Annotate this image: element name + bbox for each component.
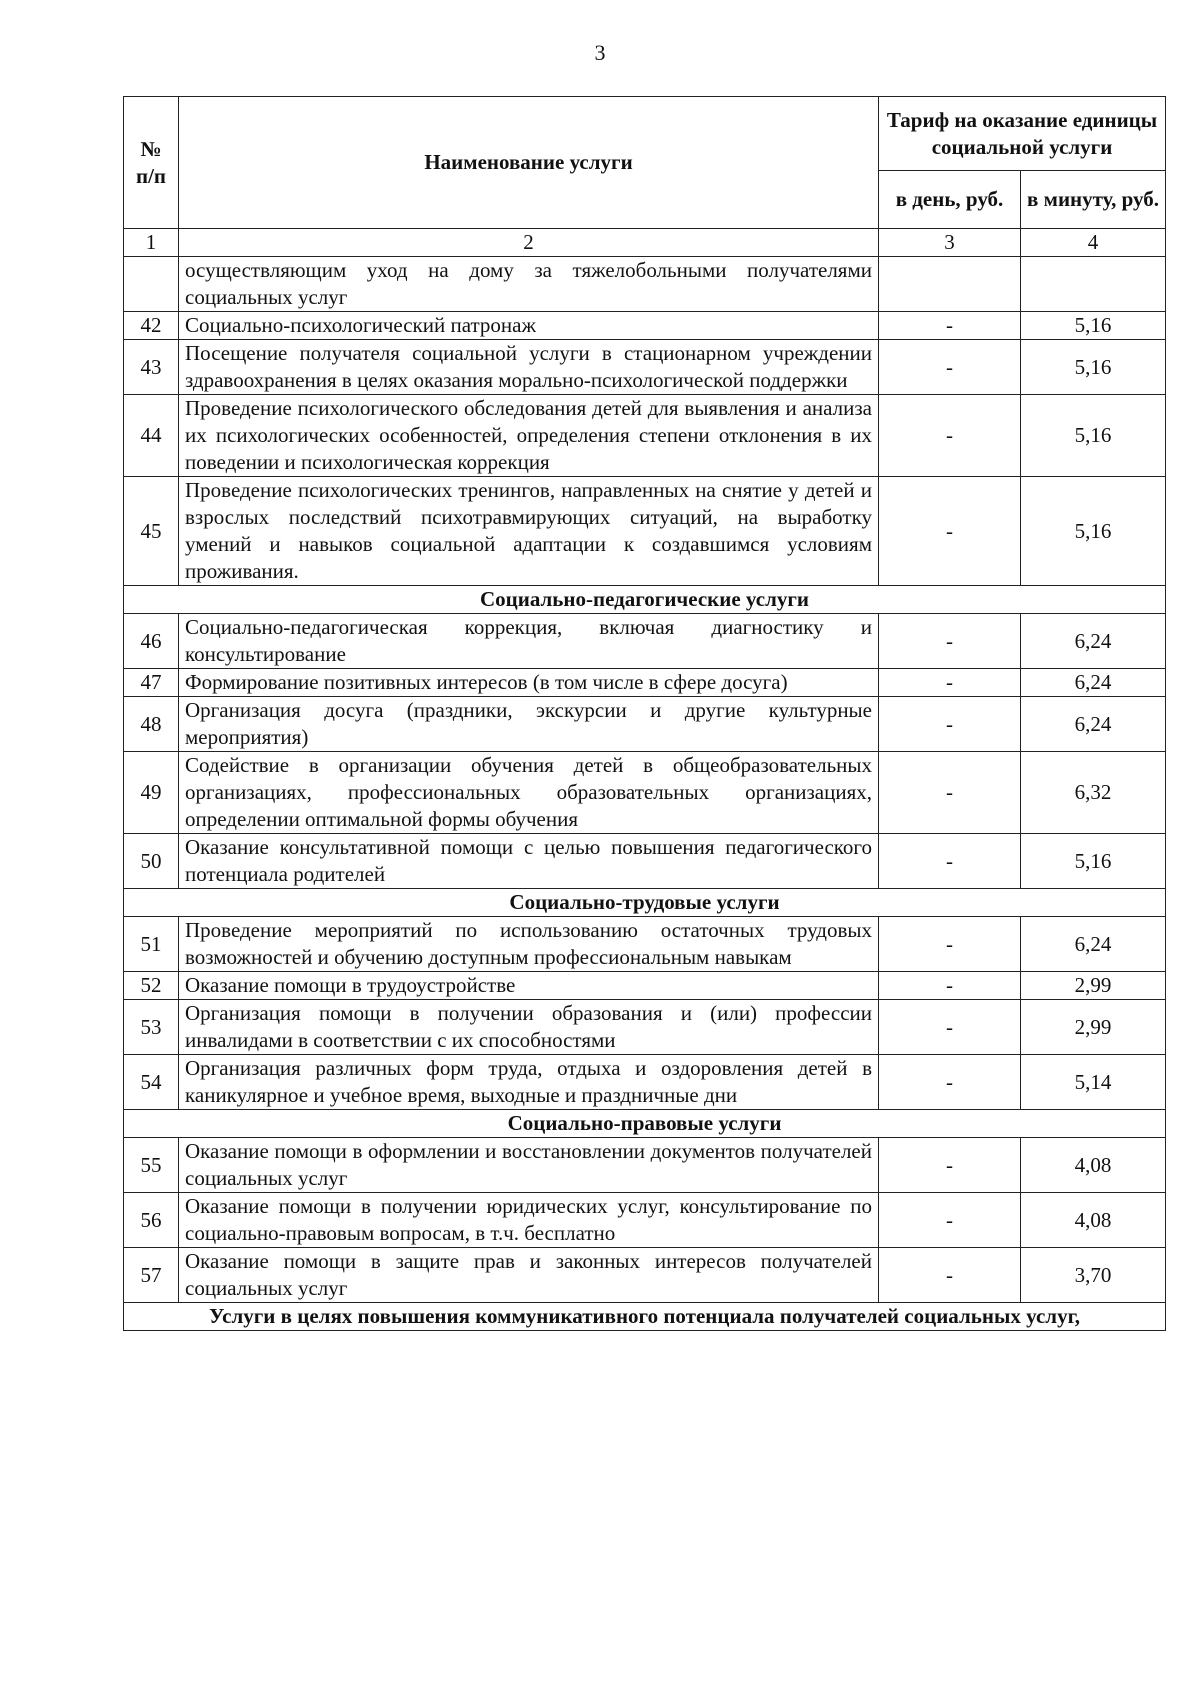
per-minute-value: 6,32 xyxy=(1021,752,1166,834)
per-minute-value: 5,16 xyxy=(1021,477,1166,586)
per-day-value: - xyxy=(879,1000,1021,1055)
table-row xyxy=(124,1000,1166,1055)
table-row xyxy=(124,1138,1166,1193)
service-name: Оказание помощи в оформлении и восстановлении документов получателей социальных услуг xyxy=(179,1138,879,1193)
per-minute-value: 6,24 xyxy=(1021,614,1166,669)
section-header-communicative xyxy=(124,1303,1166,1331)
per-minute-value: 5,16 xyxy=(1021,340,1166,395)
header-num: № п/п xyxy=(124,97,179,229)
per-day-value: - xyxy=(879,312,1021,340)
service-name: Оказание консультативной помощи с целью повышения педагогического потенциала родителей xyxy=(179,834,879,889)
row-number xyxy=(124,257,179,312)
service-name: Проведение психологического обследования детей для выявления и анализа их психологических особенностей, определения степени отклонения в их поведении и психологическая коррекция xyxy=(179,395,879,477)
row-number: 42 xyxy=(124,312,179,340)
row-number: 44 xyxy=(124,395,179,477)
row-number: 43 xyxy=(124,340,179,395)
row-number: 57 xyxy=(124,1248,179,1303)
per-minute-value: 5,14 xyxy=(1021,1055,1166,1110)
per-minute-value: 3,70 xyxy=(1021,1248,1166,1303)
service-name: Посещение получателя социальной услуги в стационарном учреждении здравоохранения в целях оказания морально-психологической поддержки xyxy=(179,340,879,395)
per-day-value: - xyxy=(879,917,1021,972)
row-number: 51 xyxy=(124,917,179,972)
per-minute-value: 2,99 xyxy=(1021,1000,1166,1055)
row-number: 54 xyxy=(124,1055,179,1110)
column-number: 4 xyxy=(1021,229,1166,257)
per-day-value: - xyxy=(879,834,1021,889)
rows-labor xyxy=(124,917,1166,1110)
section-title: Социально-трудовые услуги xyxy=(124,889,1166,917)
per-minute-value: 5,16 xyxy=(1021,834,1166,889)
row-number: 55 xyxy=(124,1138,179,1193)
per-day-value: - xyxy=(879,752,1021,834)
per-day-value: - xyxy=(879,1138,1021,1193)
header-tariff: Тариф на оказание единицы социальной услуги xyxy=(879,97,1166,171)
per-day-value: - xyxy=(879,340,1021,395)
row-number: 53 xyxy=(124,1000,179,1055)
rows-pedagogical xyxy=(124,614,1166,889)
header-per-minute: в минуту, руб. xyxy=(1021,171,1166,229)
section-header-legal xyxy=(124,1110,1166,1138)
table-row xyxy=(124,697,1166,752)
per-day-value: - xyxy=(879,614,1021,669)
per-day-value: - xyxy=(879,1248,1021,1303)
row-number: 52 xyxy=(124,972,179,1000)
page-number: 3 xyxy=(594,40,606,65)
column-number-row xyxy=(124,229,1166,257)
service-name: Организация досуга (праздники, экскурсии и другие культурные мероприятия) xyxy=(179,697,879,752)
service-name: Организация помощи в получении образования и (или) профессии инвалидами в соответствии с их способностями xyxy=(179,1000,879,1055)
table-row xyxy=(124,340,1166,395)
service-name: осуществляющим уход на дому за тяжелобольными получателями социальных услуг xyxy=(179,257,879,312)
table-row xyxy=(124,752,1166,834)
table-row xyxy=(124,669,1166,697)
rows-legal xyxy=(124,1138,1166,1303)
row-number: 46 xyxy=(124,614,179,669)
row-number: 45 xyxy=(124,477,179,586)
row-number: 56 xyxy=(124,1193,179,1248)
table-row xyxy=(124,972,1166,1000)
section-header-labor xyxy=(124,889,1166,917)
column-number: 2 xyxy=(179,229,879,257)
table-row xyxy=(124,312,1166,340)
section-title: Социально-правовые услуги xyxy=(124,1110,1166,1138)
row-number: 47 xyxy=(124,669,179,697)
per-minute-value xyxy=(1021,257,1166,312)
table-row xyxy=(124,834,1166,889)
per-day-value: - xyxy=(879,395,1021,477)
service-name: Оказание помощи в защите прав и законных интересов получателей социальных услуг xyxy=(179,1248,879,1303)
table-row xyxy=(124,395,1166,477)
service-name: Содействие в организации обучения детей в общеобразовательных организациях, профессиональных образовательных организациях, определении оптимальной формы обучения xyxy=(179,752,879,834)
per-minute-value: 4,08 xyxy=(1021,1193,1166,1248)
per-day-value: - xyxy=(879,1193,1021,1248)
service-name: Организация различных форм труда, отдыха и оздоровления детей в каникулярное и учебное время, выходные и праздничные дни xyxy=(179,1055,879,1110)
table-row xyxy=(124,1193,1166,1248)
per-day-value: - xyxy=(879,1055,1021,1110)
per-minute-value: 4,08 xyxy=(1021,1138,1166,1193)
table-row xyxy=(124,614,1166,669)
rows-psychological xyxy=(124,312,1166,586)
tariff-table xyxy=(123,96,1166,1331)
table-row xyxy=(124,1248,1166,1303)
per-minute-value: 5,16 xyxy=(1021,395,1166,477)
row-number: 49 xyxy=(124,752,179,834)
per-minute-value: 6,24 xyxy=(1021,669,1166,697)
table-row xyxy=(124,477,1166,586)
section-title: Услуги в целях повышения коммуникативного потенциала получателей социальных услуг, xyxy=(124,1303,1166,1331)
per-day-value xyxy=(879,257,1021,312)
per-day-value: - xyxy=(879,697,1021,752)
column-number: 3 xyxy=(879,229,1021,257)
service-name: Оказание помощи в получении юридических услуг, консультирование по социально-правовым вопросам, в т.ч. бесплатно xyxy=(179,1193,879,1248)
per-minute-value: 6,24 xyxy=(1021,917,1166,972)
per-minute-value: 2,99 xyxy=(1021,972,1166,1000)
service-name: Проведение мероприятий по использованию остаточных трудовых возможностей и обучению доступным профессиональным навыкам xyxy=(179,917,879,972)
service-name: Социально-педагогическая коррекция, включая диагностику и консультирование xyxy=(179,614,879,669)
service-name: Формирование позитивных интересов (в том числе в сфере досуга) xyxy=(179,669,879,697)
continuation-row xyxy=(124,257,1166,312)
header-per-day: в день, руб. xyxy=(879,171,1021,229)
header-name: Наименование услуги xyxy=(179,97,879,229)
row-number: 50 xyxy=(124,834,179,889)
section-header-pedagogical xyxy=(124,586,1166,614)
row-number: 48 xyxy=(124,697,179,752)
column-number: 1 xyxy=(124,229,179,257)
service-name: Оказание помощи в трудоустройстве xyxy=(179,972,879,1000)
service-name: Проведение психологических тренингов, направленных на снятие у детей и взрослых последствий психотравмирующих ситуаций, на выработку умений и навыков социальной адаптации к создавшимся условиям проживания. xyxy=(179,477,879,586)
per-day-value: - xyxy=(879,972,1021,1000)
service-name: Социально-психологический патронаж xyxy=(179,312,879,340)
per-day-value: - xyxy=(879,477,1021,586)
per-minute-value: 5,16 xyxy=(1021,312,1166,340)
section-title: Социально-педагогические услуги xyxy=(124,586,1166,614)
per-minute-value: 6,24 xyxy=(1021,697,1166,752)
per-day-value: - xyxy=(879,669,1021,697)
table-row xyxy=(124,1055,1166,1110)
table-row xyxy=(124,917,1166,972)
